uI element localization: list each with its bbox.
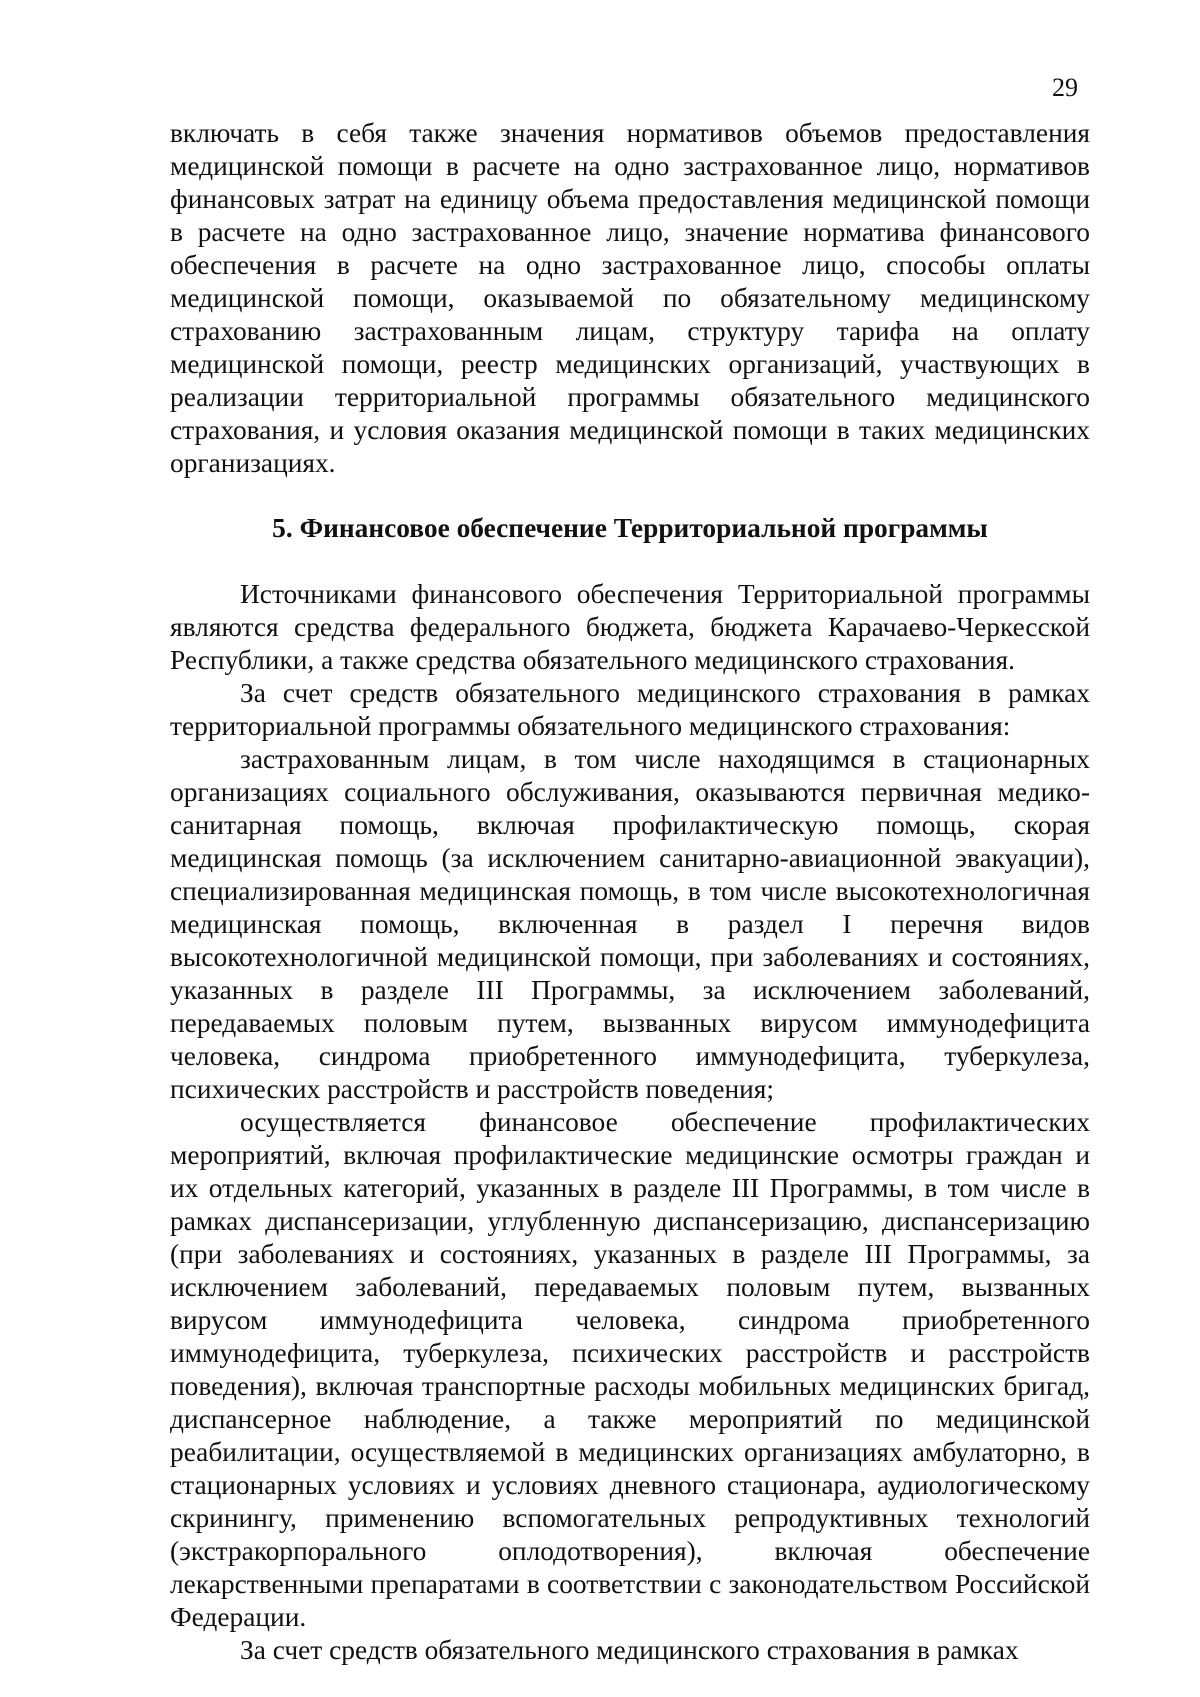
paragraph-oms-scope: За счет средств обязательного медицинского страхования в рамках территориальной программы обязательного медицинского страхования: bbox=[170, 678, 1090, 741]
page-number: 29 bbox=[1052, 73, 1078, 102]
page-body bbox=[170, 117, 1090, 1667]
intro-paragraph: включать в себя также значения нормативов объемов предоставления медицинской помощи в расчете на одно застрахованное лицо, нормативов финансовых затрат на единицу объема предоставления медицинской помощи в расчете на одно застрахованное лицо, значение норматива финансового обеспечения в расчете на одно застрахованное лицо, способы оплаты медицинской помощи, оказываемой по обязательному медицинскому страхованию застрахованным лицам, структуру тарифа на оплату медицинской помощи, реестр медицинских организаций, участвующих в реализации территориальной программы обязательного медицинского страхования, и условия оказания медицинской помощи в таких медицинских организациях. bbox=[170, 118, 1090, 478]
section-heading: 5. Финансовое обеспечение Территориальной программы bbox=[272, 513, 988, 543]
paragraph-preventive-measures: осуществляется финансовое обеспечение профилактических мероприятий, включая профилактические медицинские осмотры граждан и их отдельных категорий, указанных в разделе III Программы, в том числе в рамках диспансеризации, углубленную диспансеризацию, диспансеризацию (при заболеваниях и состояниях, указанных в разделе III Программы, за исключением заболеваний, передаваемых половым путем, вызванных вирусом иммунодефицита человека, синдрома приобретенного иммунодефицита, туберкулеза, психических расстройств и расстройств поведения), включая транспортные расходы мобильных медицинских бригад, диспансерное наблюдение, а также мероприятий по медицинской реабилитации, осуществляемой в медицинских организациях амбулаторно, в стационарных условиях и условиях дневного стационара, аудиологическому скринингу, применению вспомогательных репродуктивных технологий (экстракорпорального оплодотворения), включая обеспечение лекарственными препаратами в соответствии с законодательством Российской Федерации. bbox=[170, 1107, 1090, 1632]
paragraph-continuation: За счет средств обязательного медицинского страхования в рамках bbox=[240, 1635, 1019, 1665]
paragraph-funding-sources: Источниками финансового обеспечения Территориальной программы являются средства федерального бюджета, бюджета Карачаево-Черкесской Республики, а также средства обязательного медицинского страхования. bbox=[170, 579, 1090, 675]
paragraph-insured-persons: застрахованным лицам, в том числе находящимся в стационарных организациях социального обслуживания, оказываются первичная медико-санитарная помощь, включая профилактическую помощь, скорая медицинская помощь (за исключением санитарно-авиационной эвакуации), специализированная медицинская помощь, в том числе высокотехнологичная медицинская помощь, включенная в раздел I перечня видов высокотехнологичной медицинской помощи, при заболеваниях и состояниях, указанных в разделе III Программы, за исключением заболеваний, передаваемых половым путем, вызванных вирусом иммунодефицита человека, синдрома приобретенного иммунодефицита, туберкулеза, психических расстройств и расстройств поведения; bbox=[170, 744, 1090, 1104]
